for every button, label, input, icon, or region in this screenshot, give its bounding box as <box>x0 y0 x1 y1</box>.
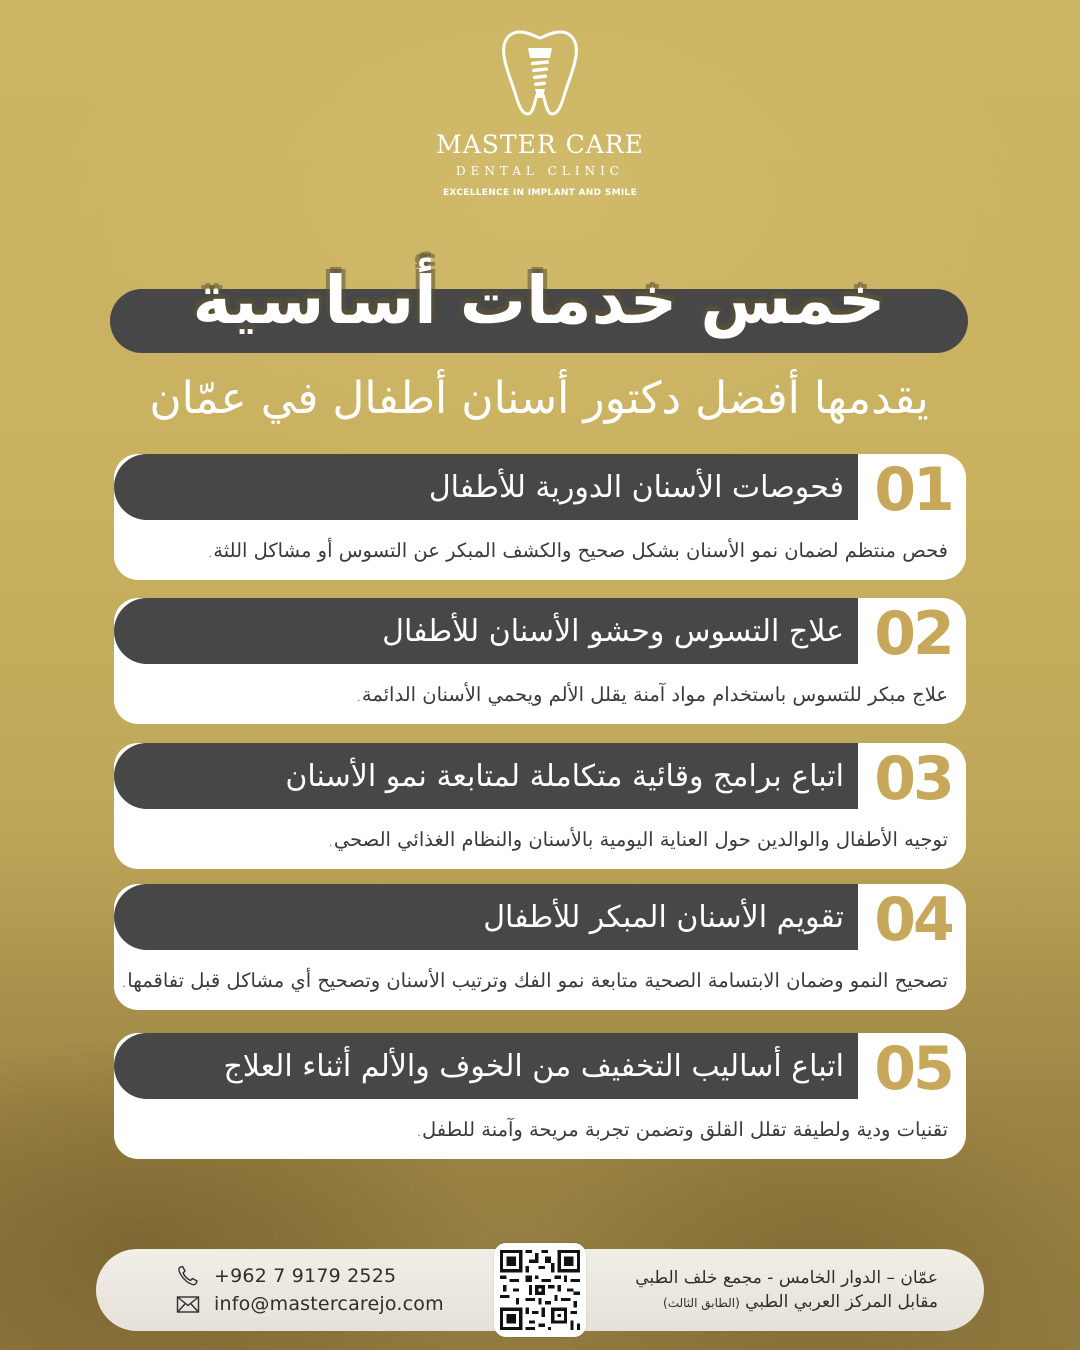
service-description: تقنيات ودية ولطيفة تقلل القلق وتضمن تجربة مريحة وآمنة للطفل. <box>415 1117 948 1141</box>
service-title: تقويم الأسنان المبكر للأطفال <box>483 899 844 935</box>
service-card-01 <box>114 454 966 580</box>
service-title: علاج التسوس وحشو الأسنان للأطفال <box>382 613 844 649</box>
service-description: فحص منتظم لضمان نمو الأسنان بشكل صحيح والكشف المبكر عن التسوس أو مشاكل اللثة. <box>207 538 948 562</box>
brand-subtitle: DENTAL CLINIC <box>456 164 624 178</box>
service-number: 03 <box>874 744 952 814</box>
phone-number[interactable]: +962 7 9179 2525 <box>214 1265 397 1287</box>
page-subtitle: يقدمها أفضل دكتور أسنان أطفال في عمّان <box>149 372 929 424</box>
service-title: اتباع برامج وقائية متكاملة لمتابعة نمو الأسنان <box>285 758 844 794</box>
address-landmark: مقابل المركز العربي الطبي <box>745 1292 938 1312</box>
clinic-logo <box>0 26 1080 198</box>
service-card-03 <box>114 743 966 869</box>
brand-tagline: EXCELLENCE IN IMPLANT AND SMILE <box>442 188 638 198</box>
address-line-2 <box>598 1292 938 1312</box>
service-number: 02 <box>874 599 952 669</box>
service-card-02 <box>114 598 966 724</box>
address-floor: (الطابق الثالث) <box>663 1296 740 1310</box>
service-description: علاج مبكر للتسوس باستخدام مواد آمنة يقلل الألم ويحمي الأسنان الدائمة. <box>355 682 948 706</box>
phone-icon <box>176 1265 200 1287</box>
qr-code-icon <box>500 1250 580 1330</box>
email-row[interactable] <box>176 1293 444 1315</box>
contact-info <box>176 1249 444 1331</box>
service-number: 04 <box>874 885 952 955</box>
page-title: خمس خدمات أساسية <box>192 261 886 339</box>
envelope-icon <box>176 1293 200 1315</box>
service-title: فحوصات الأسنان الدورية للأطفال <box>428 469 844 505</box>
service-description: توجيه الأطفال والوالدين حول العناية اليومية بالأسنان والنظام الغذائي الصحي. <box>327 827 948 851</box>
qr-code[interactable] <box>494 1243 586 1337</box>
address-line-1: عمّان – الدوار الخامس - مجمع خلف الطبي <box>635 1268 938 1288</box>
tooth-implant-icon <box>498 26 582 118</box>
brand-name: MASTER CARE <box>436 130 644 159</box>
service-title: اتباع أساليب التخفيف من الخوف والألم أثناء العلاج <box>223 1048 844 1084</box>
service-card-04 <box>114 884 966 1010</box>
clinic-address <box>598 1249 938 1331</box>
service-number: 01 <box>874 455 952 525</box>
contact-footer <box>96 1249 984 1331</box>
phone-row[interactable] <box>176 1265 444 1287</box>
email-address[interactable]: info@mastercarejo.com <box>214 1293 444 1315</box>
service-card-05 <box>114 1033 966 1159</box>
service-number: 05 <box>874 1034 952 1104</box>
service-description: تصحيح النمو وضمان الابتسامة الصحية متابعة نمو الفك وترتيب الأسنان وتصحيح أي مشاكل قبل تفاقمها. <box>121 968 948 992</box>
